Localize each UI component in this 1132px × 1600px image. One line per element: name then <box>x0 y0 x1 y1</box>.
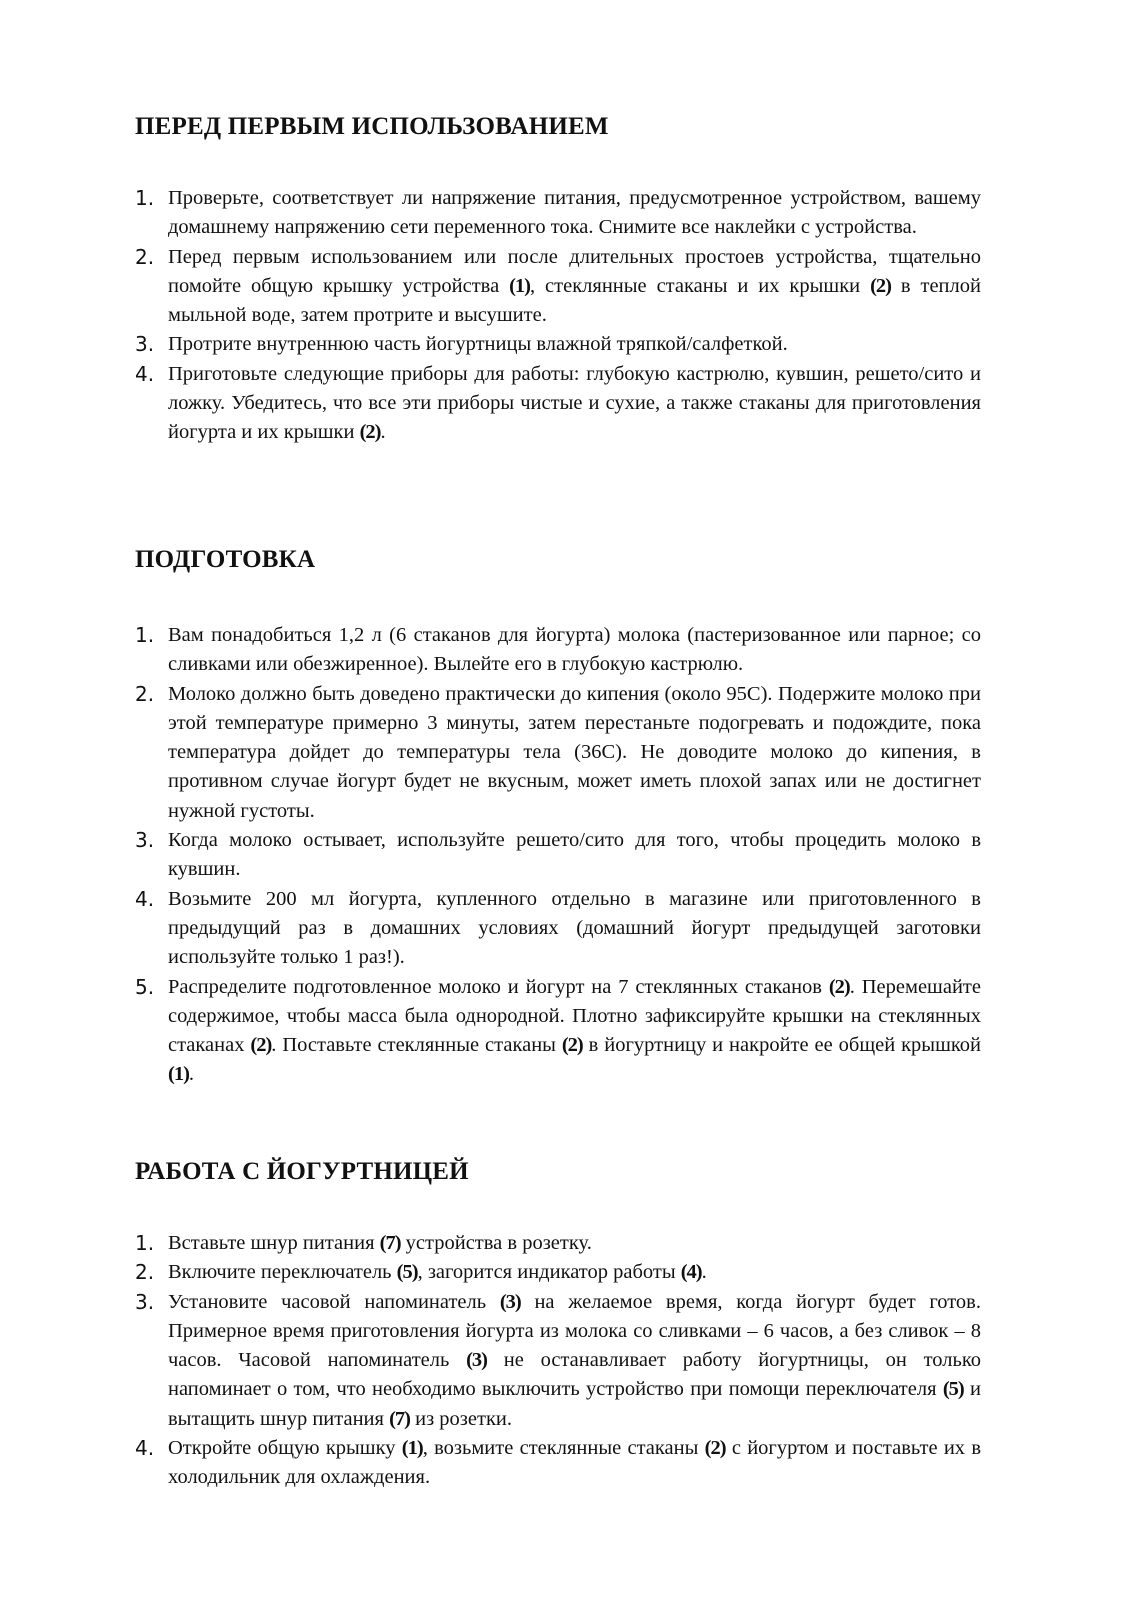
list-item <box>135 826 981 885</box>
item-text: . <box>188 1063 195 1086</box>
item-text: Включите переключатель <box>168 1261 397 1284</box>
item-number: 5. <box>135 974 155 999</box>
item-text: , стеклянные стаканы и их крышки <box>530 274 871 297</box>
item-number: 4. <box>135 886 155 911</box>
item-text: Вставьте шнур питания <box>168 1232 380 1254</box>
part-reference: (3) <box>499 1290 521 1313</box>
list-item <box>135 184 981 243</box>
section-before-first-use <box>135 113 981 448</box>
item-text: . Перемешайте содержимое, чтобы масса была однородной. Плотно зафиксируйте крышки на стеклянных стаканах <box>168 975 981 1057</box>
list-item <box>135 243 981 331</box>
part-reference: (3) <box>466 1349 488 1372</box>
item-number: 3. <box>135 1289 155 1314</box>
item-text: в теплой мыльной воде, затем протрите и высушите. <box>168 274 981 327</box>
item-text: Приготовьте следующие приборы для работы: глубокую кастрюлю, кувшин, решето/сито и ложку. Убедитесь, что все эти приборы чистые и сухие, а также стаканы для приготовления йогурта и их крышки <box>168 362 981 444</box>
instruction-list <box>135 1229 981 1493</box>
item-text: Протрите внутреннюю часть йогуртницы влажной тряпкой/салфеткой. <box>168 333 788 356</box>
part-reference: (2) <box>828 975 850 998</box>
list-item <box>135 1288 981 1434</box>
list-item <box>135 1434 981 1493</box>
item-text: на желаемое время, когда йогурт будет готов. Примерное время приготовления йогурта из молока со сливками – 6 часов, а без сливок – 8 часов. Часовой напоминатель <box>168 1290 981 1372</box>
list-item <box>135 1258 981 1287</box>
part-reference: (5) <box>942 1378 964 1401</box>
item-text: и вытащить шнур питания <box>168 1378 981 1430</box>
item-text: Возьмите 200 мл йогурта, купленного отдельно в магазине или приготовленного в предыдущий раз в домашних условиях (домашний йогурт предыдущей заготовки используйте только 1 раз!). <box>168 887 981 969</box>
item-text: , загорится индикатор работы <box>417 1261 681 1284</box>
item-number: 4. <box>135 1436 155 1461</box>
item-text: . <box>701 1261 707 1284</box>
list-item <box>135 885 981 973</box>
item-number: 1. <box>135 623 155 647</box>
item-number: 4. <box>135 361 155 386</box>
item-text: Когда молоко остывает, используйте решето/сито для того, чтобы процедить молоко в кувшин. <box>168 829 981 881</box>
part-reference: (2) <box>250 1034 272 1057</box>
section-heading: ПОДГОТОВКА <box>135 546 316 573</box>
part-reference: (5) <box>396 1261 418 1284</box>
part-reference: (1) <box>168 1063 189 1086</box>
item-number: 1. <box>135 1231 155 1255</box>
part-reference: (2) <box>870 274 891 297</box>
instruction-list <box>135 621 981 1090</box>
item-text: , возьмите стеклянные стаканы <box>422 1437 705 1460</box>
item-text: с йогуртом и поставьте их в холодильник для охлаждения. <box>168 1437 981 1489</box>
section-heading: ПЕРЕД ПЕРВЫМ ИСПОЛЬЗОВАНИЕМ <box>135 113 609 140</box>
item-text: . <box>380 421 386 444</box>
item-text: . Поставьте стеклянные стаканы <box>271 1034 562 1057</box>
item-text: Откройте общую крышку <box>168 1437 402 1460</box>
list-item <box>135 360 981 448</box>
item-number: 3. <box>135 828 155 853</box>
item-text: Проверьте, соответствует ли напряжение питания, предусмотренное устройством, вашему домашнему напряжению сети переменного тока. Снимите все наклейки с устройства. <box>168 187 981 239</box>
part-reference: (2) <box>561 1034 583 1057</box>
item-number: 2. <box>135 681 155 706</box>
item-text: Установите часовой напоминатель <box>168 1290 500 1313</box>
instruction-list <box>135 184 981 448</box>
item-number: 3. <box>135 332 155 357</box>
item-text: Распределите подготовленное молоко и йогурт на 7 стеклянных стаканов <box>168 975 829 998</box>
item-text: Перед первым использованием или после длительных простоев устройства, тщательно помойте общую крышку устройства <box>168 245 981 297</box>
item-text: Молоко должно быть доведено практически до кипения (около 95С). Подержите молоко при этой температуре примерно 3 минуты, затем перестаньте подогревать и подождите, пока температура дойдет до температуры тела (36С). Не доводите молоко до кипения, в противном случае йогурт будет не вкусным, может иметь плохой запах или не достигнет нужной густоты. <box>168 682 981 822</box>
part-reference: (7) <box>379 1232 401 1254</box>
part-reference: (7) <box>389 1407 410 1430</box>
list-item <box>135 621 981 680</box>
part-reference: (4) <box>680 1261 702 1284</box>
list-item <box>135 1229 981 1258</box>
section-heading: РАБОТА С ЙОГУРТНИЦЕЙ <box>135 1158 469 1185</box>
item-text: устройства в розетку. <box>400 1232 592 1254</box>
item-text: в йогуртницу и накройте ее общей крышкой <box>582 1034 982 1057</box>
item-number: 2. <box>135 1260 155 1285</box>
part-reference: (2) <box>704 1437 726 1460</box>
part-reference: (1) <box>509 274 530 297</box>
part-reference: (1) <box>401 1437 423 1460</box>
section-operation <box>135 1158 981 1493</box>
list-item <box>135 973 981 1090</box>
list-item <box>135 330 981 359</box>
item-text: из розетки. <box>409 1407 513 1430</box>
item-number: 1. <box>135 186 155 210</box>
section-preparation <box>135 546 981 1090</box>
item-text: не останавливает работу йогуртницы, он только напоминает о том, что необходимо выключить устройство при помощи переключателя <box>168 1349 981 1401</box>
list-item <box>135 680 981 826</box>
part-reference: (2) <box>359 421 381 444</box>
item-number: 2. <box>135 244 155 269</box>
item-text: Вам понадобиться 1,2 л (6 стаканов для йогурта) молока (пастеризованное или парное; со сливками или обезжиренное). Вылейте его в глубокую кастрюлю. <box>168 624 981 676</box>
